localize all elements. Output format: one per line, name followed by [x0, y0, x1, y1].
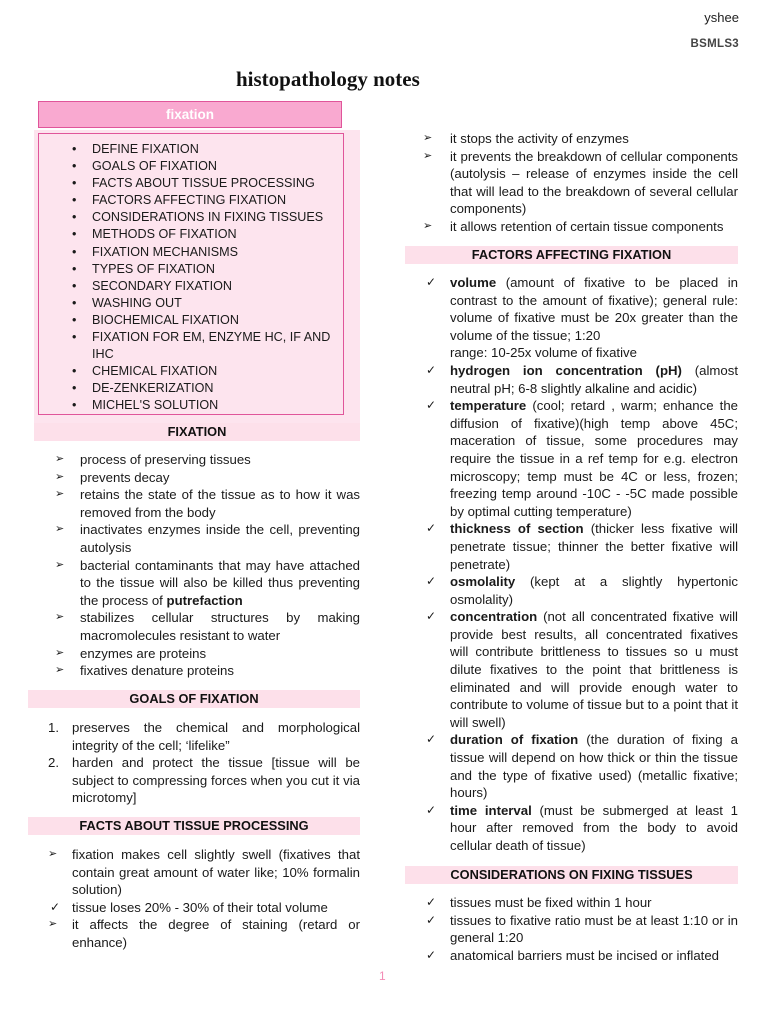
- list-item: • FACTORS AFFECTING FIXATION: [72, 192, 340, 209]
- list-item: • BIOCHEMICAL FIXATION: [72, 312, 340, 329]
- list-item: • GOALS OF FIXATION: [72, 158, 340, 175]
- factor-term: time interval: [450, 802, 532, 818]
- list-item: ➢ process of preserving tissues: [80, 451, 360, 469]
- list-item: ➢ it prevents the breakdown of cellular components (autolysis – release of enzymes inside the cell that will lead to the breakdown of several cellular components): [450, 148, 738, 218]
- list-item: ➢ it affects the degree of staining (retard or enhance): [72, 916, 360, 951]
- list-item: ✓ anatomical barriers must be incised or inflated: [450, 947, 738, 965]
- list-item: ➢ prevents decay: [80, 469, 360, 487]
- list-item: 2. harden and protect the tissue [tissue will be subject to compressing forces when you cut it via microtomy]: [48, 755, 360, 806]
- list-item: ➢ fixation makes cell slightly swell (fixatives that contain great amount of water like; 10% formalin solution): [72, 846, 360, 899]
- list-item: ➢ fixatives denature proteins: [80, 662, 360, 680]
- list-item: ➢ retains the state of the tissue as to how it was removed from the body: [80, 486, 360, 521]
- list-item: ✓ tissues must be fixed within 1 hour: [450, 894, 738, 912]
- factor-term: hydrogen ion concentration (pH): [450, 362, 682, 378]
- goals-list: [48, 719, 360, 807]
- considerations-list: [450, 894, 738, 964]
- list-item: • CONSIDERATIONS IN FIXING TISSUES: [72, 209, 340, 226]
- list-item: ➢ it stops the activity of enzymes: [450, 130, 738, 148]
- section-header-factors: FACTORS AFFECTING FIXATION: [405, 246, 738, 264]
- factor-term: osmolality: [450, 574, 516, 590]
- list-item: ➢ it allows retention of certain tissue components: [450, 218, 738, 236]
- list-item: • FIXATION MECHANISMS: [72, 244, 340, 261]
- list-item: • CHEMICAL FIXATION: [72, 363, 340, 380]
- list-item: • MICHEL'S SOLUTION: [72, 397, 340, 414]
- factors-list: [450, 274, 738, 855]
- list-item: • TYPES OF FIXATION: [72, 261, 340, 278]
- facts-list: [72, 846, 360, 952]
- factor-term: thickness of section: [450, 521, 584, 537]
- list-item: ➢ bacterial contaminants that may have attached to the tissue will also be killed thus preventing the process of putrefaction: [80, 557, 360, 610]
- list-item: ➢ stabilizes cellular structures by making macromolecules resistant to water: [80, 609, 360, 644]
- list-item: ✓ tissues to fixative ratio must be at least 1:10 or in general 1:20: [450, 912, 738, 947]
- fixation-definition-list: [80, 451, 360, 680]
- section-header-considerations: CONSIDERATIONS ON FIXING TISSUES: [405, 866, 738, 884]
- list-item: ✓ concentration (not all concentrated fixative will provide best results, all concentrated fixatives will contribute brittleness to tissues so u must dilute fixatives to the point that brittleness is eliminated and will provide enough water to contribute to volume of tissue but to a point that it will swell): [450, 608, 738, 731]
- list-item: ✓ thickness of section (thicker less fixative will penetrate tissue; thinner the better fixative will penetrate): [450, 520, 738, 573]
- list-item: ✓ tissue loses 20% - 30% of their total volume: [72, 899, 360, 917]
- author-name: yshee: [704, 10, 739, 25]
- page-number: 1: [379, 969, 386, 983]
- list-item: ✓ hydrogen ion concentration (pH) (almost neutral pH; 6-8 slightly alkaline and acidic): [450, 362, 738, 397]
- list-item: ✓ volume (amount of fixative to be placed in contrast to the amount of fixative); general rule: volume of fixative must be 20x greater than the volume of the tissue; 1:20 range: 10-25x volume of fixative: [450, 274, 738, 362]
- list-item: ➢ inactivates enzymes inside the cell, preventing autolysis: [80, 521, 360, 556]
- list-item: ✓ duration of fixation (the duration of fixing a tissue will depend on how thick or thin the tissue and the type of fixative used) (metallic fixative; hours): [450, 731, 738, 801]
- fixation-box-title: fixation: [38, 101, 342, 128]
- bold-term: putrefaction: [166, 592, 243, 608]
- list-item: • WASHING OUT: [72, 295, 340, 312]
- list-item: ✓ time interval (must be submerged at least 1 hour after removed from the body to avoid cellular death of tissue): [450, 802, 738, 855]
- list-item: • DE-ZENKERIZATION: [72, 380, 340, 397]
- fixation-topic-list: [72, 141, 340, 415]
- document-title: histopathology notes: [236, 67, 420, 91]
- list-item: • DEFINE FIXATION: [72, 141, 340, 158]
- section-header-goals: GOALS OF FIXATION: [28, 690, 360, 708]
- factor-term: temperature: [450, 398, 527, 414]
- factor-term: concentration: [450, 609, 538, 625]
- factor-term: duration of fixation: [450, 732, 579, 748]
- list-item: • SECONDARY FIXATION: [72, 278, 340, 295]
- section-header-fixation: FIXATION: [34, 423, 360, 441]
- factor-term: volume: [450, 275, 497, 290]
- list-item: • FACTS ABOUT TISSUE PROCESSING: [72, 175, 340, 192]
- fixation-effects-list: [450, 130, 738, 236]
- section-header-facts: FACTS ABOUT TISSUE PROCESSING: [28, 817, 360, 835]
- list-item: ✓ temperature (cool; retard , warm; enhance the diffusion of fixative)(high temp above 45C; maceration of tissue, some procedures may require the tissue in a ref temp for e.g. electron microscopy; temp must be 4C or less, frozen; freezing temp around -10C - -5C made possible by optimal cutting temperature): [450, 397, 738, 520]
- list-item: ✓ osmolality (kept at a slightly hypertonic osmolality): [450, 573, 738, 608]
- list-item: • FIXATION FOR EM, ENZYME HC, IF AND IHC: [72, 329, 340, 363]
- list-item: 1. preserves the chemical and morphological integrity of the cell; ‘lifelike”: [48, 720, 360, 753]
- course-code: BSMLS3: [690, 38, 739, 50]
- list-item: • METHODS OF FIXATION: [72, 226, 340, 243]
- list-item: ➢ enzymes are proteins: [80, 645, 360, 663]
